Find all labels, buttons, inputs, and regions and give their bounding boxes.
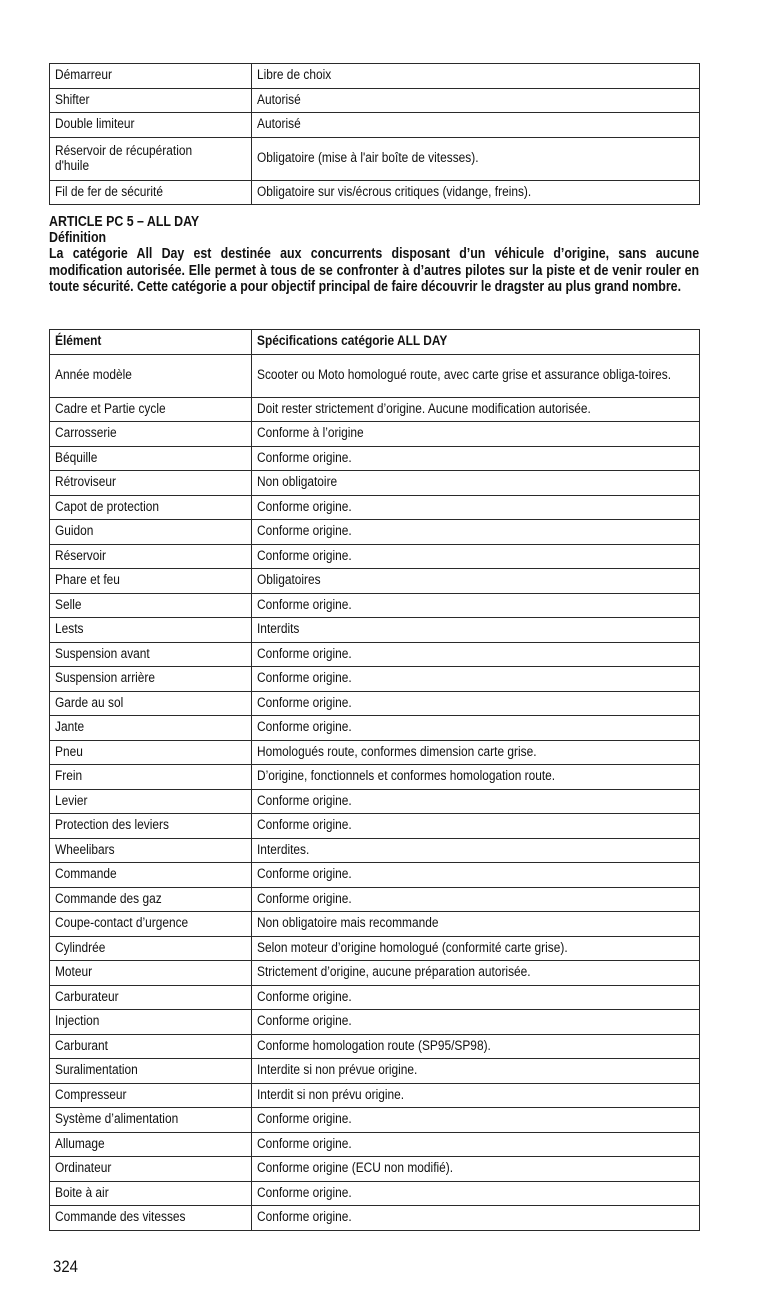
element-cell: Injection: [50, 1010, 252, 1035]
table-row: [50, 354, 700, 397]
allday-table-body: [50, 354, 700, 1230]
element-cell: Phare et feu: [50, 569, 252, 594]
page-number: 324: [53, 1257, 78, 1276]
table-row: [50, 1206, 700, 1231]
table-row: [50, 1010, 700, 1035]
spec-cell: Obligatoires: [252, 569, 700, 594]
spec-cell: Conforme origine.: [252, 667, 700, 692]
spec-cell: Conforme origine.: [252, 1206, 700, 1231]
element-cell: Année modèle: [50, 354, 252, 397]
table-row: [50, 765, 700, 790]
article-subtitle: Définition: [49, 230, 107, 247]
table-row: [50, 471, 700, 496]
table-row: [50, 593, 700, 618]
spec-cell: Conforme origine.: [252, 544, 700, 569]
element-cell: Shifter: [50, 88, 252, 113]
spec-cell: Interdites.: [252, 838, 700, 863]
element-cell: Allumage: [50, 1132, 252, 1157]
table-row: [50, 716, 700, 741]
table-row: [50, 838, 700, 863]
table-row: [50, 113, 700, 138]
spec-cell: Conforme origine (ECU non modifié).: [252, 1157, 700, 1182]
table-row: [50, 520, 700, 545]
element-cell: Selle: [50, 593, 252, 618]
spec-cell: Strictement d’origine, aucune préparation autorisée.: [252, 961, 700, 986]
spec-cell: Conforme origine.: [252, 520, 700, 545]
table-row: [50, 137, 700, 180]
element-cell: Capot de protection: [50, 495, 252, 520]
table-row: [50, 814, 700, 839]
spec-cell: Libre de choix: [252, 64, 700, 89]
spec-cell: D’origine, fonctionnels et conformes homologation route.: [252, 765, 700, 790]
table-row: [50, 397, 700, 422]
element-cell: Cylindrée: [50, 936, 252, 961]
article-title: ARTICLE PC 5 – ALL DAY: [49, 214, 200, 230]
spec-cell: Conforme origine.: [252, 691, 700, 716]
table-row: [50, 1083, 700, 1108]
spec-cell: Autorisé: [252, 88, 700, 113]
table-row: [50, 1181, 700, 1206]
table-row: [50, 1157, 700, 1182]
element-cell: Wheelibars: [50, 838, 252, 863]
spec-cell: Conforme origine.: [252, 642, 700, 667]
table-row: [50, 642, 700, 667]
element-cell: Ordinateur: [50, 1157, 252, 1182]
element-cell: Démarreur: [50, 64, 252, 89]
element-cell: Réservoir: [50, 544, 252, 569]
element-cell: Carrosserie: [50, 422, 252, 447]
spec-cell: Conforme origine.: [252, 495, 700, 520]
spec-cell: Conforme origine.: [252, 887, 700, 912]
element-cell: Protection des leviers: [50, 814, 252, 839]
element-cell: Coupe-contact d’urgence: [50, 912, 252, 937]
table-row: [50, 180, 700, 205]
spec-cell: Interdits: [252, 618, 700, 643]
spec-cell: Conforme origine.: [252, 446, 700, 471]
table-row: [50, 936, 700, 961]
element-cell: Pneu: [50, 740, 252, 765]
element-cell: Lests: [50, 618, 252, 643]
spec-cell: Conforme origine.: [252, 1108, 700, 1133]
spec-cell: Interdit si non prévu origine.: [252, 1083, 700, 1108]
table-row: [50, 789, 700, 814]
spec-cell: Obligatoire (mise à l'air boîte de vitesses).: [252, 137, 700, 180]
spec-cell: Non obligatoire: [252, 471, 700, 496]
element-cell: Guidon: [50, 520, 252, 545]
table-row: [50, 544, 700, 569]
table-row: [50, 88, 700, 113]
spec-cell: Conforme origine.: [252, 1181, 700, 1206]
element-cell: Carburateur: [50, 985, 252, 1010]
element-cell: Commande des vitesses: [50, 1206, 252, 1231]
spec-cell: Conforme origine.: [252, 1132, 700, 1157]
spec-cell: Conforme à l’origine: [252, 422, 700, 447]
element-cell: Carburant: [50, 1034, 252, 1059]
element-cell: Béquille: [50, 446, 252, 471]
spec-cell: Conforme homologation route (SP95/SP98).: [252, 1034, 700, 1059]
table-row: [50, 985, 700, 1010]
column-header-spec: Spécifications catégorie ALL DAY: [252, 330, 700, 355]
spec-cell: Conforme origine.: [252, 1010, 700, 1035]
element-cell: Suspension avant: [50, 642, 252, 667]
spec-cell: Scooter ou Moto homologué route, avec carte grise et assurance obliga-toires.: [252, 354, 700, 397]
table-row: [50, 1132, 700, 1157]
table-row: [50, 691, 700, 716]
element-cell: Réservoir de récupération d'huile: [50, 137, 252, 180]
table-row: [50, 1108, 700, 1133]
element-cell: Frein: [50, 765, 252, 790]
spec-cell: Selon moteur d’origine homologué (conformité carte grise).: [252, 936, 700, 961]
element-cell: Système d’alimentation: [50, 1108, 252, 1133]
article-section: [49, 214, 699, 295]
table-row: [50, 422, 700, 447]
element-cell: Jante: [50, 716, 252, 741]
element-cell: Boite à air: [50, 1181, 252, 1206]
spec-cell: Conforme origine.: [252, 814, 700, 839]
table-header-row: [50, 330, 700, 355]
spec-cell: Non obligatoire mais recommande: [252, 912, 700, 937]
element-cell: Commande: [50, 863, 252, 888]
spec-cell: Conforme origine.: [252, 985, 700, 1010]
table-row: [50, 740, 700, 765]
element-cell: Commande des gaz: [50, 887, 252, 912]
column-header-element: Élément: [50, 330, 252, 355]
table-row: [50, 863, 700, 888]
table-row: [50, 1059, 700, 1084]
spec-cell: Autorisé: [252, 113, 700, 138]
table-row: [50, 912, 700, 937]
element-cell: Suspension arrière: [50, 667, 252, 692]
spec-cell: Interdite si non prévue origine.: [252, 1059, 700, 1084]
element-cell: Moteur: [50, 961, 252, 986]
table-row: [50, 569, 700, 594]
element-cell: Fil de fer de sécurité: [50, 180, 252, 205]
allday-spec-table: [49, 329, 700, 1231]
element-cell: Garde au sol: [50, 691, 252, 716]
element-cell: Levier: [50, 789, 252, 814]
element-cell: Cadre et Partie cycle: [50, 397, 252, 422]
table-row: [50, 495, 700, 520]
element-cell: Suralimentation: [50, 1059, 252, 1084]
element-cell: Double limiteur: [50, 113, 252, 138]
spec-cell: Conforme origine.: [252, 593, 700, 618]
spec-cell: Conforme origine.: [252, 789, 700, 814]
spec-cell: Conforme origine.: [252, 863, 700, 888]
equipment-spec-table: [49, 63, 700, 205]
spec-cell: Homologués route, conformes dimension carte grise.: [252, 740, 700, 765]
article-paragraph: La catégorie All Day est destinée aux concurrents disposant d’un véhicule d’origine, sans aucune modification autorisée. Elle permet à tous de se confronter à d’autres pilotes sur la piste et de venir rouler en toute sécurité. Cette catégorie a pour objectif principal de faire découvrir le dragster au plus grand nombre.: [49, 246, 700, 295]
spec-cell: Obligatoire sur vis/écrous critiques (vidange, freins).: [252, 180, 700, 205]
spec-cell: Doit rester strictement d’origine. Aucune modification autorisée.: [252, 397, 700, 422]
table-row: [50, 887, 700, 912]
table-row: [50, 64, 700, 89]
table-row: [50, 618, 700, 643]
spec-cell: Conforme origine.: [252, 716, 700, 741]
element-cell: Rétroviseur: [50, 471, 252, 496]
table-row: [50, 961, 700, 986]
table-row: [50, 667, 700, 692]
element-cell: Compresseur: [50, 1083, 252, 1108]
table-row: [50, 446, 700, 471]
table-row: [50, 1034, 700, 1059]
